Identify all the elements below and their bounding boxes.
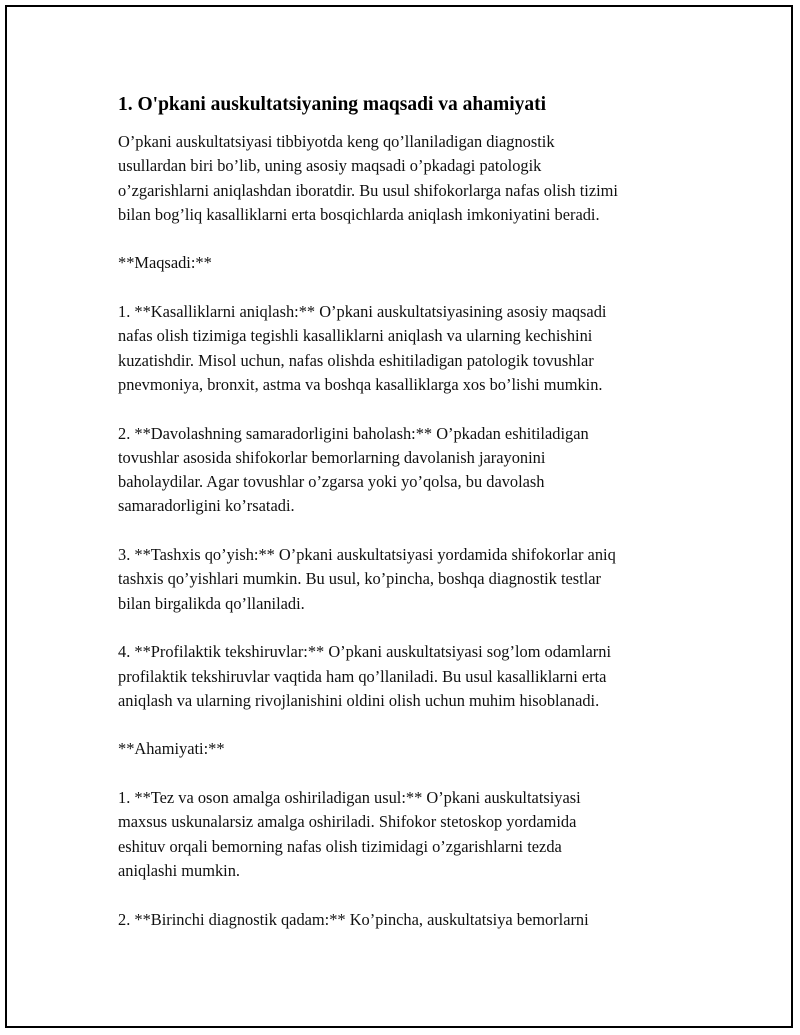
text-line: profilaktik tekshiruvlar vaqtida ham qo’llaniladi. Bu usul kasalliklarni erta: [118, 666, 607, 686]
paragraph: [118, 908, 708, 932]
paragraph: [118, 543, 708, 616]
paragraph: [118, 737, 708, 761]
text-line: **Maqsadi:**: [118, 253, 212, 273]
text-line: baholaydilar. Agar tovushlar o’zgarsa yoki yo’qolsa, bu davolash: [118, 472, 545, 492]
text-line: 4. **Profilaktik tekshiruvlar:** O’pkani auskultatsiyasi sog’lom odamlarni: [118, 642, 612, 662]
document-body: [118, 92, 708, 956]
text-line: samaradorligini ko’rsatadi.: [118, 496, 295, 516]
text-line: eshituv orqali bemorning nafas olish tizimidagi o’zgarishlarni tezda: [118, 836, 562, 856]
text-line: tashxis qo’yishlari mumkin. Bu usul, ko’pincha, boshqa diagnostik testlar: [118, 569, 602, 589]
paragraph: [118, 130, 708, 227]
text-line: O’pkani auskultatsiyasi tibbiyotda keng qo’llaniladigan diagnostik: [118, 132, 555, 151]
text-line: usullardan biri bo’lib, uning asosiy maqsadi o’pkadagi patologik: [118, 156, 542, 176]
text-line: bilan bog’liq kasalliklarni erta bosqichlarda aniqlash imkoniyatini beradi.: [118, 204, 600, 224]
text-line: aniqlashi mumkin.: [118, 860, 241, 880]
text-line: kuzatishdir. Misol uchun, nafas olishda eshitiladigan patologik tovushlar: [118, 350, 594, 370]
text-line: 2. **Birinchi diagnostik qadam:** Ko’pincha, auskultatsiya bemorlarni: [118, 909, 589, 929]
text-line: 1. **Tez va oson amalga oshiriladigan usul:** O’pkani auskultatsiyasi: [118, 788, 581, 808]
paragraph: [118, 786, 708, 883]
text-line: aniqlash va ularning rivojlanishini oldini olish uchun muhim hisoblanadi.: [118, 690, 600, 710]
text-line: pnevmoniya, bronxit, astma va boshqa kasalliklarga xos bo’lishi mumkin.: [118, 374, 603, 394]
text-line: 1. **Kasalliklarni aniqlash:** O’pkani auskultatsiyasining asosiy maqsadi: [118, 302, 607, 322]
paragraph: [118, 422, 708, 519]
text-line: tovushlar asosida shifokorlar bemorlarning davolanish jarayonini: [118, 447, 546, 467]
text-line: 2. **Davolashning samaradorligini baholash:** O’pkadan eshitiladigan: [118, 423, 589, 443]
text-line: 3. **Tashxis qo’yish:** O’pkani auskultatsiyasi yordamida shifokorlar aniq: [118, 545, 616, 565]
text-line: **Ahamiyati:**: [118, 739, 225, 759]
text-line: bilan birgalikda qo’llaniladi.: [118, 593, 305, 613]
paragraph: [118, 640, 708, 713]
text-line: nafas olish tizimiga tegishli kasalliklarni aniqlash va ularning kechishini: [118, 326, 593, 346]
document-heading: 1. O'pkani auskultatsiyaning maqsadi va ahamiyati: [118, 94, 547, 115]
text-line: o’zgarishlarni aniqlashdan iboratdir. Bu usul shifokorlarga nafas olish tizimi: [118, 180, 618, 200]
paragraph: [118, 300, 708, 397]
paragraph-list: [118, 130, 708, 932]
text-line: maxsus uskunalarsiz amalga oshiriladi. Shifokor stetoskop yordamida: [118, 812, 577, 832]
paragraph: [118, 251, 708, 275]
